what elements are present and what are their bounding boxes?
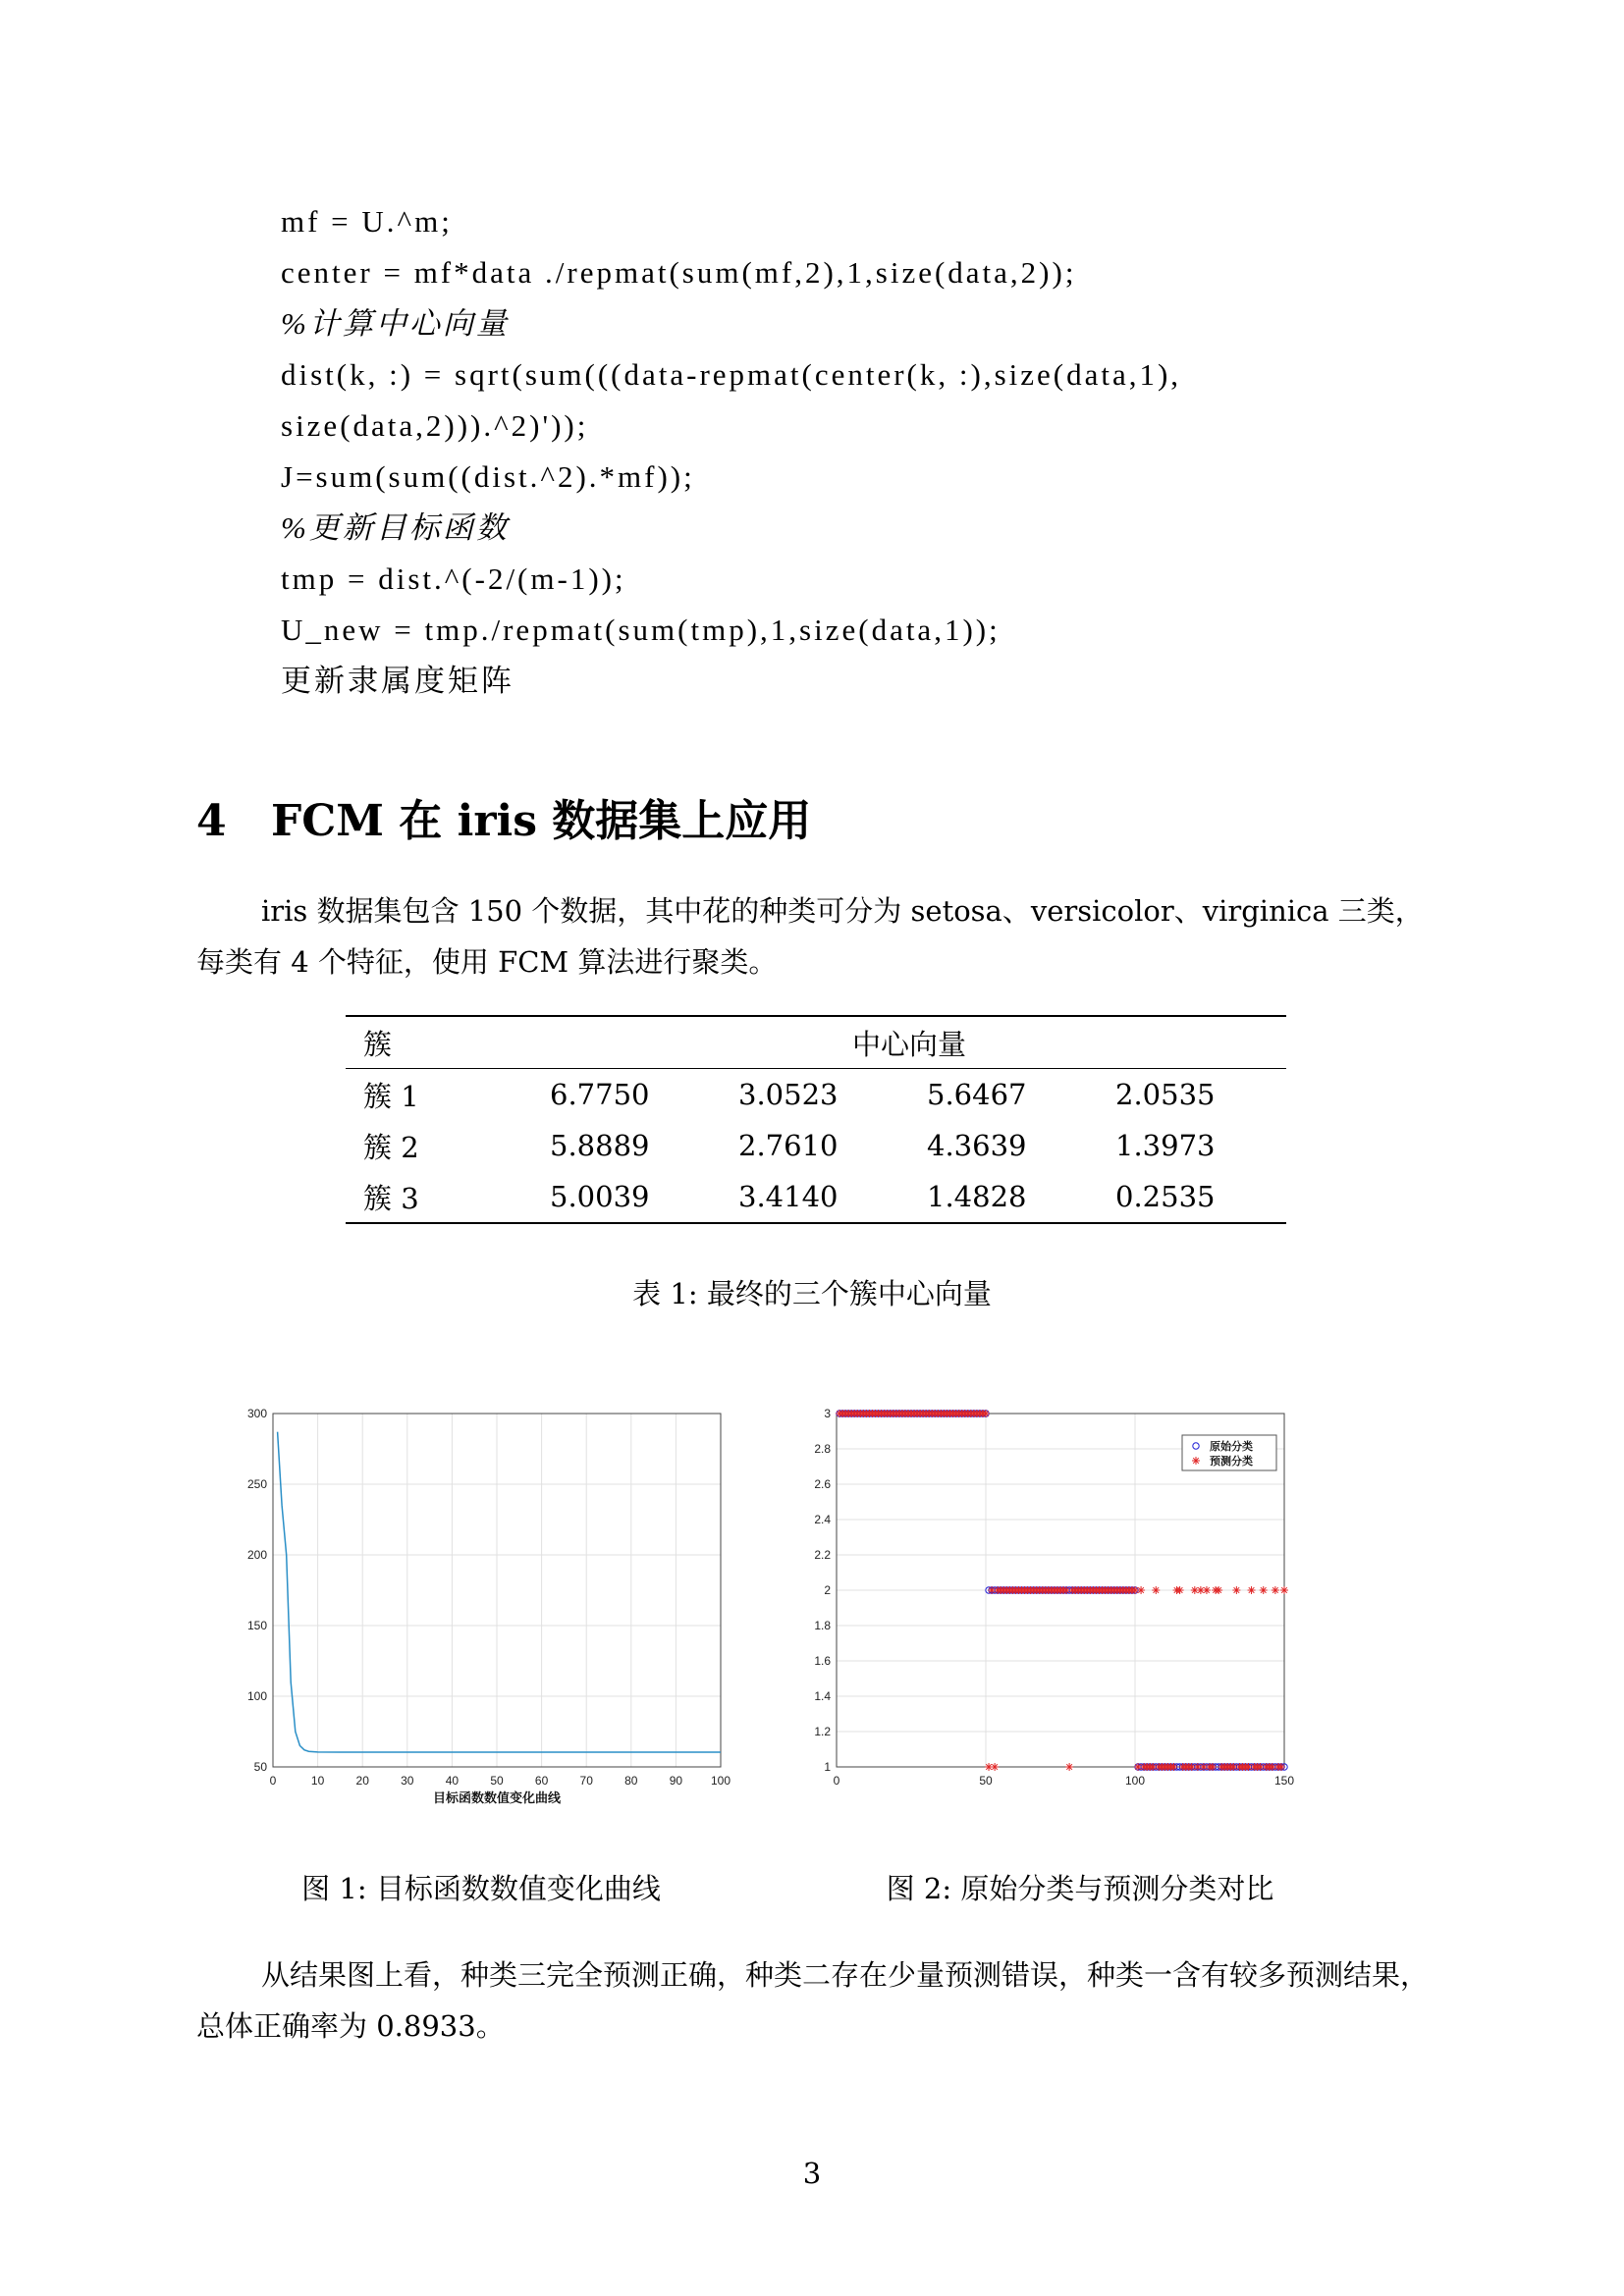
table-cell: 6.7750	[550, 1078, 650, 1111]
y-tick-label: 1.2	[814, 1725, 831, 1738]
table-cell: 2.7610	[738, 1129, 839, 1162]
y-tick-label: 200	[246, 1548, 267, 1562]
x-tick-label: 100	[710, 1774, 731, 1788]
table-row	[346, 1171, 1286, 1223]
code-listing	[281, 196, 1557, 707]
x-tick-label: 40	[445, 1774, 460, 1788]
figure2-caption: 图 2: 原始分类与预测分类对比	[886, 1872, 1274, 1905]
legend-original-label: 原始分类	[1210, 1441, 1253, 1453]
code-line: center = mf*data ./repmat(sum(mf,2),1,size(data,2));	[281, 255, 1077, 290]
y-tick-label: 1	[824, 1760, 831, 1774]
x-tick-label: 80	[624, 1774, 638, 1788]
figure1-caption: 图 1: 目标函数数值变化曲线	[301, 1872, 661, 1905]
y-tick-label: 1.4	[814, 1689, 831, 1703]
code-line: J=sum(sum((dist.^2).*mf));	[281, 459, 695, 494]
table-header-center-vector: 中心向量	[851, 1027, 966, 1061]
table-cell: 2.0535	[1115, 1078, 1216, 1111]
code-line: 更新隶属度矩阵	[281, 664, 514, 698]
code-line: mf = U.^m;	[281, 204, 453, 239]
y-tick-label: 1.8	[814, 1619, 831, 1632]
table-header-row	[346, 1016, 1286, 1069]
intro-paragraph: iris 数据集包含 150 个数据，其中花的种类可分为 setosa、versicolor、virginica 三类，每类有 4 个特征，使用 FCM 算法进行聚类。	[196, 894, 1424, 979]
page-number: 3	[802, 2157, 822, 2190]
x-tick-label: 0	[269, 1774, 277, 1788]
x-tick-label: 90	[669, 1774, 683, 1788]
code-line: dist(k, :) = sqrt(sum(((data-repmat(center(k, :),size(data,1),	[281, 357, 1182, 392]
y-tick-label: 2.2	[814, 1548, 831, 1562]
x-tick-label: 30	[401, 1774, 414, 1788]
x-tick-label: 0	[833, 1774, 840, 1788]
x-tick-label: 70	[579, 1774, 593, 1788]
x-tick-label: 100	[1124, 1774, 1146, 1788]
classification-comparison-chart	[805, 1402, 1316, 1824]
table-cell: 5.8889	[550, 1129, 650, 1162]
x-tick-label: 50	[979, 1774, 993, 1788]
y-tick-label: 150	[246, 1619, 267, 1632]
objective-function-chart	[226, 1402, 736, 1824]
y-tick-label: 250	[246, 1477, 267, 1491]
table-cell: 0.2535	[1115, 1180, 1216, 1213]
table-cell: 1.4828	[927, 1180, 1027, 1213]
table-header-cluster: 簇	[363, 1027, 393, 1061]
x-tick-label: 50	[490, 1774, 504, 1788]
result-paragraph-block	[196, 1949, 1434, 2052]
table-row	[346, 1069, 1286, 1121]
code-line: tmp = dist.^(-2/(m-1));	[281, 561, 626, 596]
table-cell: 1.3973	[1115, 1129, 1216, 1162]
x-tick-label: 150	[1273, 1774, 1295, 1788]
x-axis-label: 目标函数数值变化曲线	[432, 1790, 562, 1805]
table-cell: 5.0039	[550, 1180, 650, 1213]
table-cell: 4.3639	[927, 1129, 1027, 1162]
code-comment: %更新目标函数	[281, 510, 510, 545]
x-tick-label: 20	[355, 1774, 369, 1788]
table-cell: 簇 1	[363, 1079, 419, 1113]
table-row	[346, 1120, 1286, 1171]
intro-paragraph-block	[196, 885, 1434, 988]
table-cell: 簇 3	[363, 1181, 419, 1215]
result-paragraph: 从结果图上看，种类三完全预测正确，种类二存在少量预测错误，种类一含有较多预测结果，总体正确率为 0.8933。	[196, 1958, 1430, 2043]
table-caption: 表 1: 最终的三个簇中心向量	[632, 1277, 992, 1310]
x-tick-label: 10	[310, 1774, 325, 1788]
section-title: FCM 在 iris 数据集上应用	[271, 796, 812, 846]
y-tick-label: 1.6	[814, 1654, 831, 1668]
section-number: 4	[196, 796, 227, 846]
y-tick-label: 100	[246, 1689, 267, 1703]
y-tick-label: 2.8	[814, 1442, 831, 1456]
y-tick-label: 2	[824, 1583, 831, 1597]
x-tick-label: 60	[534, 1774, 549, 1788]
legend-predicted-label: 预测分类	[1210, 1456, 1253, 1468]
y-tick-label: 3	[824, 1407, 831, 1420]
y-tick-label: 2.6	[814, 1477, 831, 1491]
code-comment: %计算中心向量	[281, 306, 510, 341]
table-cell: 3.4140	[738, 1180, 839, 1213]
y-tick-label: 300	[246, 1407, 267, 1420]
cluster-center-table	[346, 1015, 1286, 1224]
table-cell: 5.6467	[927, 1078, 1027, 1111]
code-line: U_new = tmp./repmat(sum(tmp),1,size(data,1));	[281, 613, 1001, 647]
section-heading	[196, 785, 811, 848]
code-line: size(data,2))).^2)'));	[281, 408, 589, 443]
table-cell: 3.0523	[738, 1078, 839, 1111]
table-cell: 簇 2	[363, 1130, 419, 1164]
y-tick-label: 50	[253, 1760, 267, 1774]
y-tick-label: 2.4	[814, 1513, 831, 1526]
